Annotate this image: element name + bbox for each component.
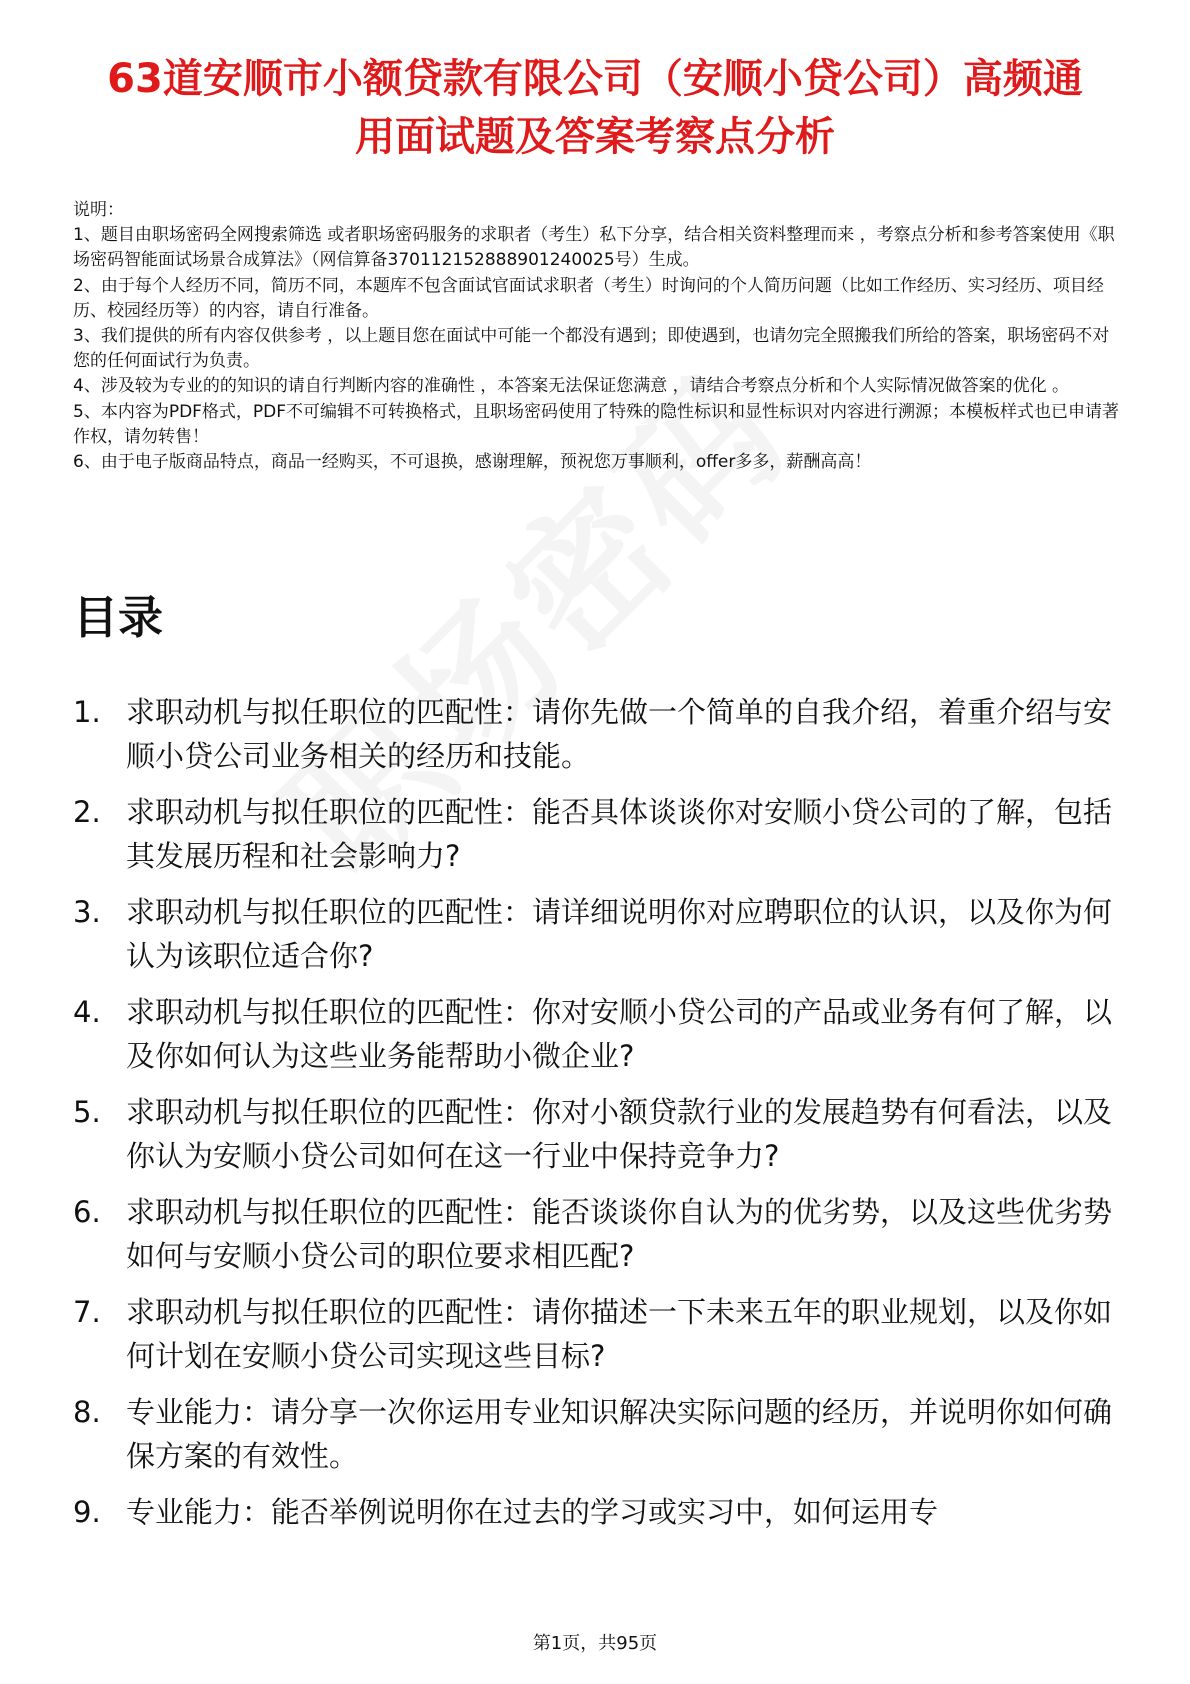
toc-item-number: 3. [73,895,101,929]
note-item: 1、题目由职场密码全网搜索筛选 或者职场密码服务的求职者（考生）私下分享，结合相关资料整理而来 ，考察点分析和参考答案使用《职场密码智能面试场景合成算法》（网信算备370112152888901240025号）生成。 [73,225,1115,271]
toc-item-text: 求职动机与拟任职位的匹配性：能否谈谈你自认为的优劣势，以及这些优劣势如何与安顺小贷公司的职位要求相匹配? [126,1195,1113,1273]
toc-item-text: 求职动机与拟任职位的匹配性：请详细说明你对应聘职位的认识，以及你为何认为该职位适合你? [126,895,1113,973]
toc-item[interactable] [73,1390,1113,1478]
toc-item-number: 6. [73,1195,101,1229]
toc-item[interactable] [73,1090,1113,1178]
note-item: 2、由于每个人经历不同，简历不同，本题库不包含面试官面试求职者（考生）时询问的个人简历问题（比如工作经历、实习经历、项目经历、校园经历等）的内容，请自行准备。 [73,275,1104,321]
toc-item-text: 专业能力：请分享一次你运用专业知识解决实际问题的经历，并说明你如何确保方案的有效性。 [126,1395,1113,1473]
page-footer: 第1页，共95页 [532,1633,658,1654]
toc-item-number: 9. [73,1495,101,1529]
toc-item[interactable] [73,1190,1113,1278]
toc-item-number: 8. [73,1395,101,1429]
note-item: 4、涉及较为专业的的知识的请自行判断内容的准确性 ，本答案无法保证您满意 ，请结合考察点分析和个人实际情况做答案的优化 。 [73,376,1070,397]
toc-item-number: 2. [73,795,101,829]
toc-item-text: 求职动机与拟任职位的匹配性：请你先做一个简单的自我介绍，着重介绍与安顺小贷公司业务相关的经历和技能。 [126,695,1113,773]
document-title: 63道安顺市小额贷款有限公司（安顺小贷公司）高频通用面试题及答案考察点分析 [107,56,1083,160]
toc-item-number: 4. [73,995,101,1029]
toc-item-text: 求职动机与拟任职位的匹配性：你对安顺小贷公司的产品或业务有何了解，以及你如何认为这些业务能帮助小微企业? [126,995,1113,1073]
toc-item-text: 专业能力：能否举例说明你在过去的学习或实习中，如何运用专 [126,1495,939,1529]
notes-section [73,198,1123,475]
toc-heading: 目录 [73,591,164,644]
toc-item-text: 求职动机与拟任职位的匹配性：请你描述一下未来五年的职业规划，以及你如何计划在安顺小贷公司实现这些目标? [126,1295,1113,1373]
note-item: 6、由于电子版商品特点，商品一经购买，不可退换，感谢理解，预祝您万事顺利，offer多多，薪酬高高！ [73,452,872,473]
toc-item[interactable] [73,990,1113,1078]
toc-item[interactable] [73,890,1113,978]
note-item: 5、本内容为PDF格式，PDF不可编辑不可转换格式，且职场密码使用了特殊的隐性标识和显性标识对内容进行溯源；本模板样式也已申请著作权，请勿转售！ [73,401,1120,447]
toc-item-text: 求职动机与拟任职位的匹配性：能否具体谈谈你对安顺小贷公司的了解，包括其发展历程和社会影响力? [126,795,1113,873]
toc-item-number: 1. [73,695,101,729]
toc-item[interactable] [73,1490,1113,1534]
toc-item[interactable] [73,690,1113,778]
toc-item-number: 7. [73,1295,101,1329]
toc-item[interactable] [73,790,1113,878]
note-item: 3、我们提供的所有内容仅供参考 ，以上题目您在面试中可能一个都没有遇到；即使遇到，也请勿完全照搬我们所给的答案，职场密码不对您的任何面试行为负责。 [73,326,1110,372]
toc-item-number: 5. [73,1095,101,1129]
toc-item[interactable] [73,1290,1113,1378]
notes-heading: 说明： [73,200,124,220]
toc-item-text: 求职动机与拟任职位的匹配性：你对小额贷款行业的发展趋势有何看法，以及你认为安顺小贷公司如何在这一行业中保持竞争力? [126,1095,1113,1173]
toc-list [73,690,1113,1546]
